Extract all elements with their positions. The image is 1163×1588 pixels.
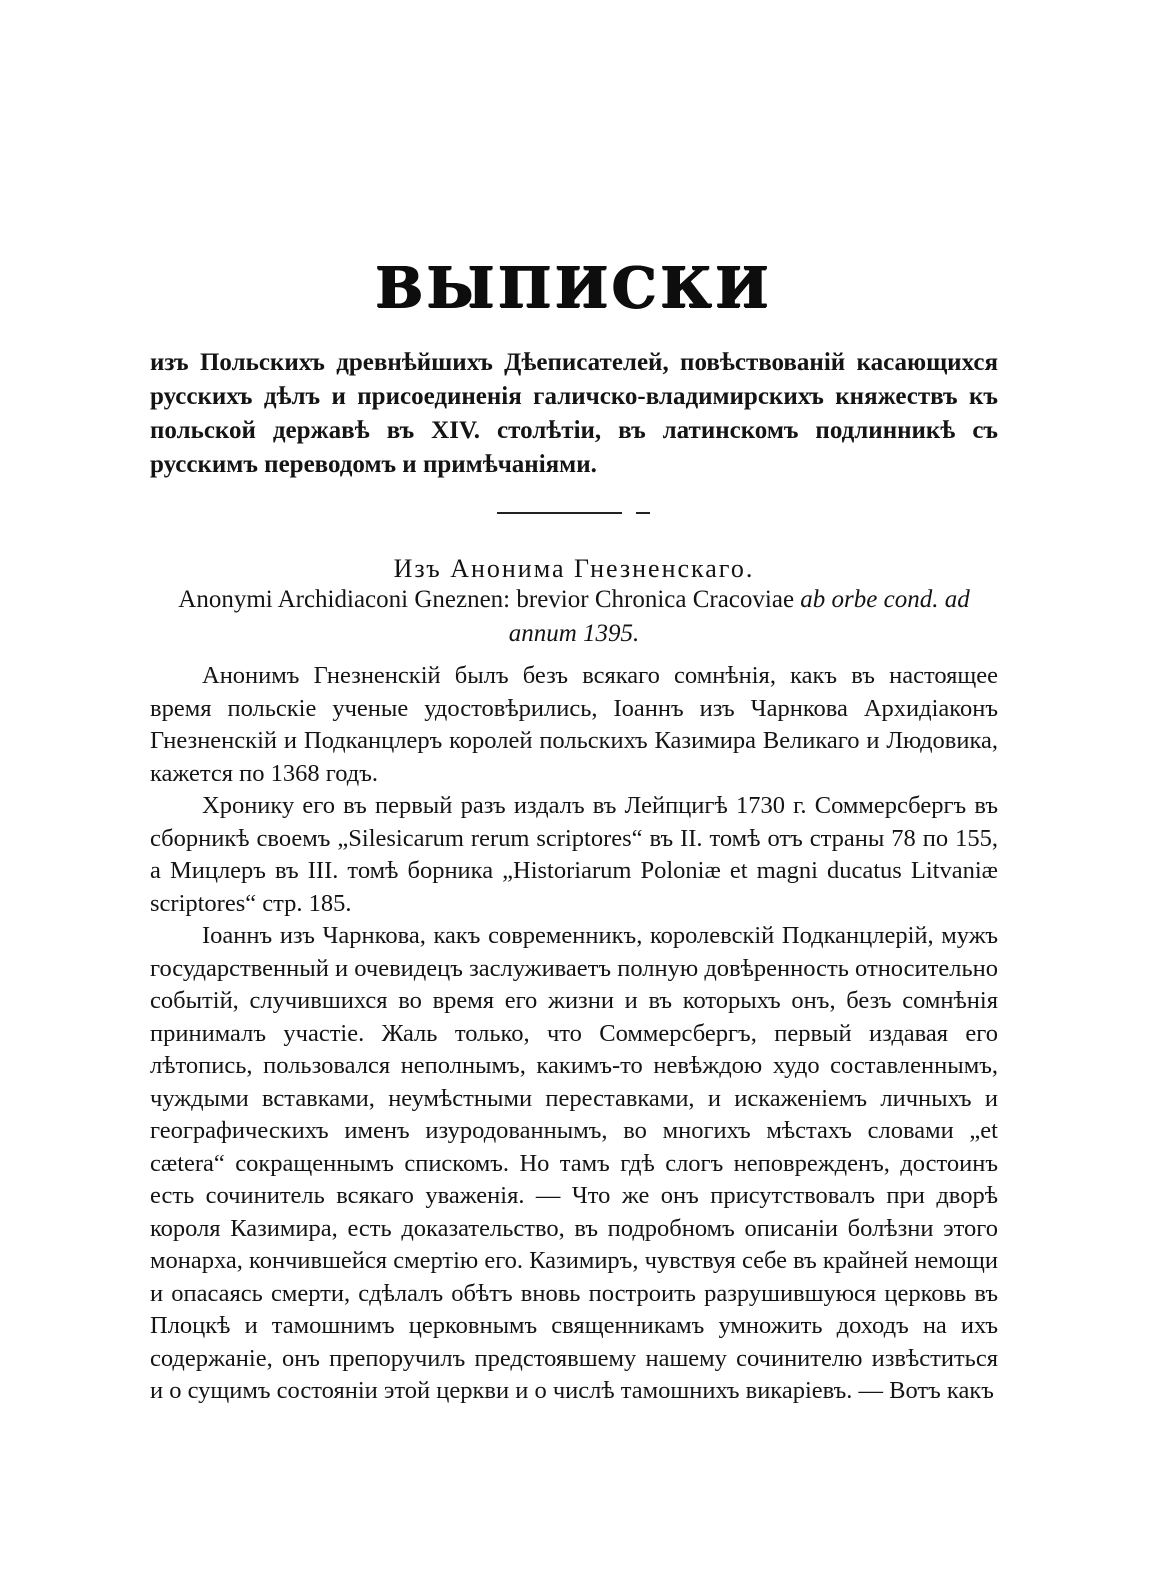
latin-heading	[150, 583, 998, 651]
separator-rule	[497, 512, 622, 514]
paragraph-2: Хронику его въ первый разъ издалъ въ Лейпцигѣ 1730 г. Соммерсбергъ въ сборникѣ своемъ „Silesicarum rerum scriptores“ въ II. томѣ отъ страны 78 по 155, а Мицлеръ въ III. томѣ борника „Historiarum Poloniæ et magni ducatus Litvaniæ scriptores“ стр. 185.	[150, 792, 998, 917]
paragraph-3: Іоаннъ изъ Чарнкова, какъ современникъ, королевскій Подканцлерій, мужъ государственный и очевидецъ заслуживаетъ полную довѣренность относительно событій, случившихся во время его жизни и въ которыхъ онъ, безъ сомнѣнія принималъ участіе. Жаль только, что Соммерсбергъ, первый издавая его лѣтопись, пользовался неполнымъ, какимъ-то невѣждою худо составленнымъ, чуждыми вставками, неумѣстными переставками, и искаженіемъ личныхъ и географическихъ именъ изуродованнымъ, во многихъ мѣстахъ словами „et cætera“ сокращеннымъ спискомъ. Но тамъ гдѣ слогъ неповрежденъ, достоинъ есть сочинитель всякаго уваженія. — Что же онъ присутствовалъ при дворѣ короля Казимира, есть доказательство, въ подробномъ описаніи болѣзни этого монарха, кончившейся смертію его. Казимиръ, чувствуя себе въ крайней немощи и опасаясь смерти, сдѣлалъ обѣтъ вновь построить разрушившуюся церковь въ Плоцкѣ и тамошнимъ церковнымъ священникамъ умножить доходъ на ихъ содержаніе, онъ препоручилъ предстоявшему нашему сочинителю извѣститься и о сущимъ состояніи этой церкви и о числѣ тамошнихъ викаріевъ. — Вотъ какъ	[150, 922, 998, 1404]
body-text	[150, 660, 998, 1408]
separator-dash	[636, 512, 650, 514]
section-heading: Изъ Анонима Гнезненскаго.	[393, 554, 755, 583]
latin-heading-main: Anonymi Archidiaconi Gneznen: brevior Chronica Cracoviae	[178, 586, 795, 613]
latin-heading-italic: ab orbe cond. ad annum 1395.	[508, 586, 970, 647]
paragraph-1: Анонимъ Гнезненскій былъ безъ всякаго сомнѣнія, какъ въ настоящее время польскіе ученые удостовѣрились, Іоаннъ изъ Чарнкова Архидіаконъ Гнезненскій и Подканцлеръ королей польскихъ Казимира Великаго и Людовика, кажется по 1368 годъ.	[150, 662, 998, 787]
document-title: ВЫПИСКИ	[375, 255, 773, 321]
document-subtitle: изъ Польскихъ древнѣйшихъ Дѣеписателей, повѣствованій касающихся русскихъ дѣлъ и присоединенія галичско-владимирскихъ княжествъ къ польской державѣ въ XIV. столѣтіи, въ латинскомъ подлинникѣ съ русскимъ переводомъ и примѣчаніями.	[150, 349, 998, 478]
